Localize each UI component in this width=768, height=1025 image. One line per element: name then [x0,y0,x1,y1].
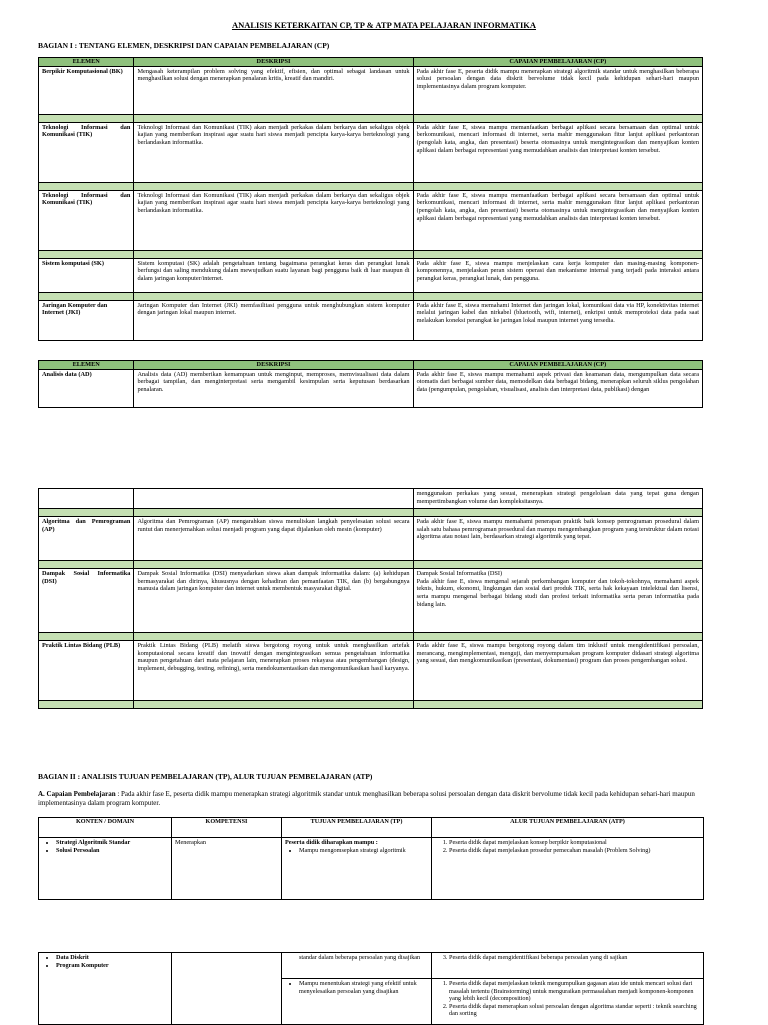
list-item: • Program Komputer [56,962,168,970]
table-row [39,300,703,340]
cp-table-1 [38,57,703,341]
cp-cell: Pada akhir fase E, siswa mampu memanfaatkan berbagai aplikasi secara bersamaan dan optimal untuk berkomunikasi, mencari informasi di internet, serta mahir menggunakan fitur lanjut aplikasi perkantoran (pengolah kata, angka, dan presentasi) beserta otomasinya untuk mengintegrasikan dan menyajikan konten aplikasi dalam berbagai representasi yang memudahkan analisis dan interpretasi konten tersebut. [413,190,702,250]
table-row [39,369,703,407]
cp-cell-text: Pada akhir fase E, siswa mengenal sejarah perkembangan komputer dan tokoh-tokohnya, memahami aspek teknis, hukum, ekonomi, lingkungan dan sosial dari produk TIK, serta hak kekayaan intelektual dan lisensi, serta mampu mengenal berbagai bidang studi dan profesi terkait informatika serta peran informatika pada bidang lain. [416,577,699,608]
document-title: ANALISIS KETERKAITAN CP, TP & ATP MATA PELAJARAN INFORMATIKA [231,20,537,30]
table-row [39,641,703,701]
header-elemen: ELEMEN [39,361,134,370]
table-header-row [39,818,704,838]
row-separator [39,509,703,517]
row-separator [39,114,703,122]
deskripsi-cell: Jaringan Komputer dan Internet (JKI) memfasilitasi pengguna untuk menghubungkan sistem komputer dengan jaringan lokal maupun internet. [134,300,413,340]
deskripsi-cell: Teknologi Informasi dan Komunikasi (TIK) akan menjadi perkakas dalam berkarya dan sekaligus objek kajian yang memberikan inspirasi agar suatu hari siswa menjadi pencipta karya-karya berteknologi yang berlandaskan informatika. [134,122,413,182]
cp-cell: Pada akhir fase E, siswa memahami Internet dan jaringan lokal, komunikasi data via HP, konektivitas internet melalui jaringan kabel dan nirkabel (bluetooth, wifi, internet), enkripsi untuk memproteksi data pada saat melakukan koneksi perangkat ke jaringan lokal maupun internet yang tersedia. [413,300,702,340]
tp-cell [282,979,432,1025]
list-item: • Mampu menentukan strategi yang efektif untuk menyelesaikan persoalan yang disajikan [299,980,428,995]
list-item: • Strategi Algoritmik Standar [56,839,168,847]
row-separator [39,292,703,300]
cp-cell: Pada akhir fase E, siswa mampu bergotong royong dalam tim inklusif untuk mengidentifikasi persoalan, merancang, mengimplementasi, menguji, dan menyempurnakan program komputer didasari strategi algoritma yang sesuai, dan mengkomunikasikan (presentasi, dokumentasi) program dan proses pengembangan solusi. [413,641,702,701]
tp-cell [282,953,432,979]
row-separator [39,701,703,709]
cp-cell [413,569,702,633]
deskripsi-cell: Teknologi Informasi dan Komunikasi (TIK) akan menjadi perkakas dalam berkarya dan sekaligus objek kajian yang memberikan inspirasi agar suatu hari siswa menjadi pencipta karya-karya berteknologi yang berlandaskan informatika. [134,190,413,250]
kompetensi-cell: Menerapkan [172,838,282,900]
tp-atp-table-2 [38,952,704,1025]
list-item: 2. Peserta didik dapat menerapkan solusi persoalan dengan algoritma standar seperti : teknik searching dan sorting [449,1003,700,1018]
table-row [39,838,704,900]
cp-cell-heading: Dampak Sosial Informatika (DSI) [416,570,503,577]
cp-table-3 [38,488,703,709]
header-kompetensi: KOMPETENSI [172,818,282,838]
list-item: • Mampu mengomsepkan strategi algoritmik [299,847,428,855]
header-atp: ALUR TUJUAN PEMBELAJARAN (ATP) [432,818,704,838]
header-konten: KONTEN / DOMAIN [39,818,172,838]
atp-cell [432,953,704,979]
list-item: 2. Peserta didik dapat menjelaskan prosedur pemecahan masalah (Problem Solving) [449,847,700,855]
cp-cell: Pada akhir fase E, peserta didik mampu menerapkan strategi algoritmik standar untuk menghasilkan beberapa solusi persoalan dengan data diskrit bervolume tidak kecil pada kehidupan sehari-hari maupun implementasinya dalam program komputer. [413,66,702,114]
header-elemen: ELEMEN [39,58,134,67]
kompetensi-cell [172,953,282,1025]
table-row [39,569,703,633]
konten-cell [39,838,172,900]
section-2-heading: BAGIAN II : ANALISIS TUJUAN PEMBELAJARAN (TP), ALUR TUJUAN PEMBELAJARAN (ATP) [38,772,373,781]
row-separator [39,561,703,569]
deskripsi-cell: Mengasah keterampilan problem solving yang efektif, efisien, dan optimal sebagai landasan untuk menghasilkan solusi dengan menerapkan penalaran kritis, kreatif dan mandiri. [134,66,413,114]
elemen-cell: Jaringan Komputer dan Internet (JKI) [39,300,134,340]
tp-atp-table-1 [38,817,704,900]
cp-table-2 [38,360,703,408]
header-tp: TUJUAN PEMBELAJARAN (TP) [282,818,432,838]
section-a-paragraph [38,790,703,808]
cp-cell: Pada akhir fase E, siswa mampu memahami aspek privasi dan keamanan data, mengumpulkan data secara otomatis dari berbagai sumber data, memodelkan data berbagai bidang, menerapkan seluruh siklus pengolahan data (pengumpulan, pengolahan, visualisasi, analisis dan interpretasi data, publikasi) dengan [413,369,702,407]
header-cp: CAPAIAN PEMBELAJARAN (CP) [413,361,702,370]
section-1-heading: BAGIAN I : TENTANG ELEMEN, DESKRIPSI DAN CAPAIAN PEMBELAJARAN (CP) [38,41,330,50]
deskripsi-cell: Analisis data (AD) memberikan kemampuan untuk menginput, memproses, memvisualisasi data dalam berbagai tampilan, dan menginterpretasi serta mengambil kesimpulan serta keputusan berdasarkan penalaran. [134,369,413,407]
table-row [39,66,703,114]
table-row [39,489,703,509]
tp-cell [282,838,432,900]
table-row [39,122,703,182]
table-row [39,190,703,250]
cp-cell: Pada akhir fase E, siswa mampu memahami penerapan praktik baik konsep pemrograman prosedural dalam salah satu bahasa pemrograman prosedural dan mampu mengembangkan program yang terstruktur dalam notasi algoritma atau notasi lain, berdasarkan strategi algoritmik yang tepat. [413,517,702,561]
deskripsi-cell: Algoritma dan Pemrograman (AP) mengarahkan siswa menuliskan langkah penyelesaian solusi secara runtut dan menerjemahkan solusi menjadi program yang dapat dijalankan oleh mesin (komputer) [134,517,413,561]
section-a-label: A. Capaian Pembelajaran [38,790,116,798]
row-separator [39,633,703,641]
elemen-cell: Teknologi Informasi dan Komunikasi (TIK) [39,122,134,182]
elemen-cell: Algoritma dan Pemrograman (AP) [39,517,134,561]
header-deskripsi: DESKRIPSI [134,58,413,67]
tp-cont-text: standar dalam beberapa persoalan yang disajikan [299,954,421,961]
list-item: 1. Peserta didik dapat menjelaskan teknik mengumpulkan gagasan atau ide untuk mencari solusi dari masalah tertentu (Brainstorming) untuk menguraikan permasalahan menjadi komponen-komponen yang lebih kecil (decomposition) [449,980,700,1003]
konten-cell [39,953,172,1025]
atp-cell [432,838,704,900]
elemen-cell: Dampak Sosial Informatika (DSI) [39,569,134,633]
cp-cell: Pada akhir fase E, siswa mampu menjelaskan cara kerja komputer dan masing-masing komponen-komponennya, menjelaskan peran sistem operasi dan mekanisme internal yang terjadi pada interaksi antara perangkat keras, perangkat lunak, dan pengguna. [413,258,702,292]
tp-heading: Peserta didik diharapkan mampu : [285,839,378,846]
table-header-row [39,361,703,370]
elemen-cell: Sistem komputasi (SK) [39,258,134,292]
elemen-cell: Analisis data (AD) [39,369,134,407]
table-row [39,258,703,292]
deskripsi-cell: Praktik Lintas Bidang (PLB) melatih siswa bergotong royong untuk untuk menghasilkan artefak komputasional secara kreatif dan inovatif dengan mengintegrasikan semua pengetahuan informatika maupun pengetahuan dari mata pelajaran lain, menerapkan proses rekayasa atau pengembangan (design, implement, debugging, testing, refining), serta mendokumentasikan dan mengomunikasikan hasil karyanya. [134,641,413,701]
elemen-cell: Berpikir Komputasional (BK) [39,66,134,114]
table-row [39,517,703,561]
deskripsi-cell: Dampak Sosial Informatika (DSI) menyadarkan siswa akan dampak informatika dalam: (a) kehidupan bermasyarakat dan dirinya, khususnya dengan kehadiran dan pemanfaatan TIK, dan (b) bergabungnya manusia dalam jaringan komputer dan internet untuk membentuk masyarakat digital. [134,569,413,633]
section-a-text: : Pada akhir fase E, peserta didik mampu menerapkan strategi algoritmik standar untuk menghasilkan beberapa solusi persoalan dengan data diskrit bervolume tidak kecil pada kehidupan sehari-hari maupun implementasinya dalam program komputer. [38,790,695,807]
atp-cell [432,979,704,1025]
cp-cell: menggunakan perkakas yang sesuai, menerapkan strategi pengelolaan data yang tepat guna dengan mempertimbangkan volume dan kompleksitasnya. [413,489,702,509]
row-separator [39,250,703,258]
header-cp: CAPAIAN PEMBELAJARAN (CP) [413,58,702,67]
cp-cell: Pada akhir fase E, siswa mampu memanfaatkan berbagai aplikasi secara bersamaan dan optimal untuk berkomunikasi, mencari informasi di internet, serta mahir menggunakan fitur lanjut aplikasi perkantoran (pengolah kata, angka, dan presentasi) beserta otomasinya untuk mengintegrasikan dan menyajikan konten aplikasi dalam berbagai representasi yang memudahkan analisis dan interpretasi konten tersebut. [413,122,702,182]
elemen-cell: Praktik Lintas Bidang (PLB) [39,641,134,701]
elemen-cell: Teknologi Informasi dan Komunikasi (TIK) [39,190,134,250]
list-item: • Solusi Persoalan [56,847,168,855]
deskripsi-cell: Sistem komputasi (SK) adalah pengetahuan tentang bagaimana perangkat keras dan perangkat lunak berfungsi dan saling mendukung dalam mewujudkan suatu layanan bagi pengguna baik di luar maupun di dalam jaringan komputer/internet. [134,258,413,292]
row-separator [39,182,703,190]
table-header-row [39,58,703,67]
header-deskripsi: DESKRIPSI [134,361,413,370]
list-item: • Data Diskrit [56,954,168,962]
table-row [39,953,704,979]
list-item: 3. Peserta didik dapat mengidentifikasi beberapa persoalan yang di sajikan [449,954,700,962]
list-item: 1. Peserta didik dapat menjelaskan konsep berpikir komputasional [449,839,700,847]
